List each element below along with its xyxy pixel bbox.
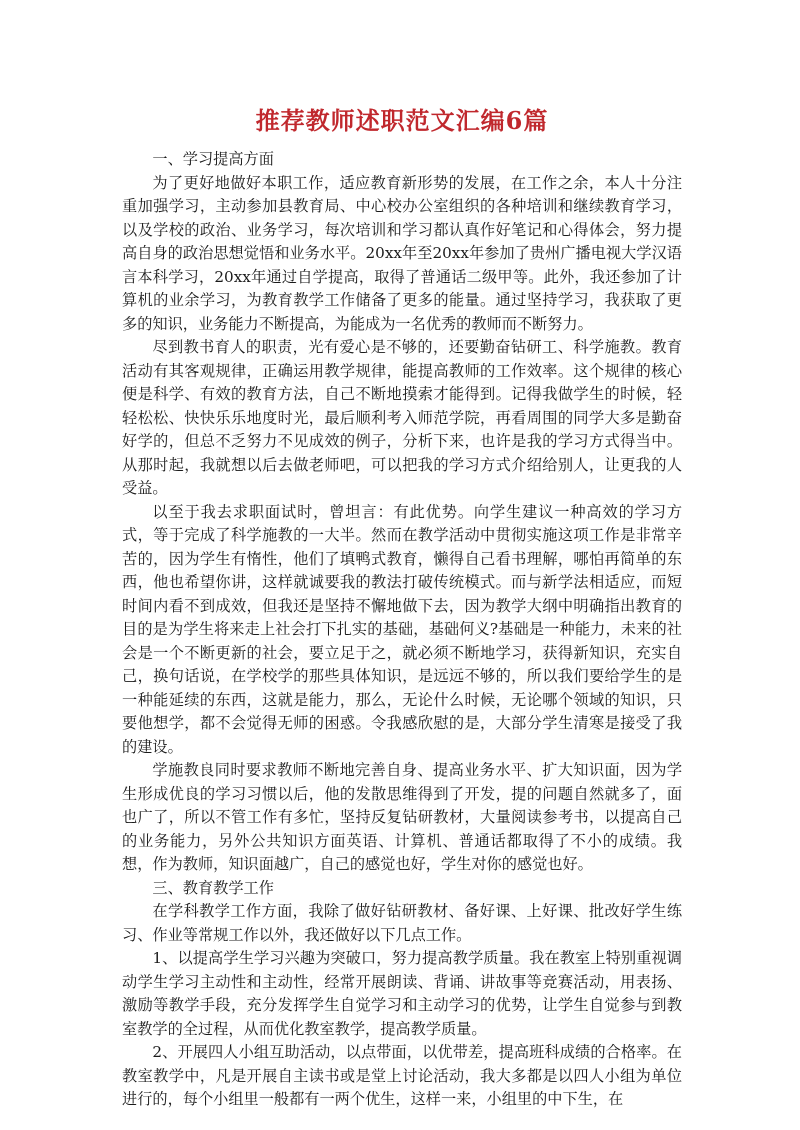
body-paragraph: 2、开展四人小组互助活动，以点带面，以优带差，提高班科成绩的合格率。在教室教学中，凡是开展自主读书或是堂上讨论活动，我大多都是以四人小组为单位进行的，每个小组里一般都有一两个优生，这样一来，小组里的中下生，在 [122, 1043, 682, 1108]
body-paragraph: 尽到教书育人的职责，光有爱心是不够的，还要勤奋钻研工、科学施教。教育活动有其客观规律，正确运用教学规律，能提高教师的工作效率。这个规律的核心便是科学、有效的教育方法，自己不断地摸索才能得到。记得我做学生的时候，轻轻松松、快快乐乐地度时光，最后顺利考入师范学院，再看周围的同学大多是勤奋好学的，但总不乏努力不见成效的例子，分析下来，也许是我的学习方式得当中。从那时起，我就想以后去做老师吧，可以把我的学习方式介绍给别人，让更我的人受益。 [122, 338, 682, 497]
section-heading-teaching: 三、教育教学工作 [152, 878, 274, 897]
section-heading-study: 一、学习提高方面 [152, 150, 274, 168]
document-title: 推荐教师述职范文汇编6篇 [255, 106, 549, 135]
document-page [122, 104, 682, 1112]
body-paragraph: 1、以提高学生学习兴趣为突破口，努力提高教学质量。我在教室上特别重视调动学生学习主动性和主动性，经常开展朗读、背诵、讲故事等竞赛活动，用表扬、激励等教学手段，充分发挥学生自觉学习和主动学习的优势，让学生自觉参与到教室教学的全过程，从而优化教室教学，提高教学质量。 [122, 949, 682, 1038]
body-paragraph: 为了更好地做好本职工作，适应教育新形势的发展，在工作之余，本人十分注重加强学习，主动参加县教育局、中心校办公室组织的各种培训和继续教育学习，以及学校的政治、业务学习，每次培训和学习都认真作好笔记和心得体会，努力提高自身的政治思想觉悟和业务水平。20xx年至20xx年参加了贵州广播电视大学汉语言本科学习，20xx年通过自学提高，取得了普通话二级甲等。此外，我还参加了计算机的业余学习，为教育教学工作储备了更多的能量。通过坚持学习，我获取了更多的知识，业务能力不断提高，为能成为一名优秀的教师而不断努力。 [122, 173, 682, 333]
body-paragraph: 在学科教学工作方面，我除了做好钻研教材、备好课、上好课、批改好学生练习、作业等常规工作以外，我还做好以下几点工作。 [122, 902, 682, 944]
body-paragraph: 以至于我去求职面试时，曾坦言：有此优势。向学生建议一种高效的学习方式，等于完成了科学施教的一大半。然而在教学活动中贯彻实施这项工作是非常辛苦的，因为学生有惰性，他们了填鸭式教育，懒得自己看书理解，哪怕再简单的东西，他也希望你讲，这样就诚要我的教法打破传统模式。而与新学法相适应，而短时间内看不到成效，但我还是坚持不懈地做下去，因为教学大纲中明确指出教育的目的是为学生将来走上社会打下扎实的基础，基础何义?基础是一种能力，未来的社会是一个不断更新的社会，要立足于之，就必须不断地学习，获得新知识，充实自己，换句话说，在学校学的那些具体知识，是远远不够的，所以我们要给学生的是一种能延续的东西，这就是能力，那么，无论什么时候，无论哪个领域的知识，只要他想学，都不会觉得无师的困惑。令我感欣慰的是，大部分学生清寒是接受了我的建设。 [122, 502, 682, 756]
body-paragraph: 学施教良同时要求教师不断地完善自身、提高业务水平、扩大知识面，因为学生形成优良的学习习惯以后，他的发散思维得到了开发，提的问题自然就多了，面也广了，所以不管工作有多忙，坚持反复钻研教材，大量阅读参考书，以提高自己的业务能力，另外公共知识方面英语、计算机、普通话都取得了不小的成绩。我想，作为教师，知识面越广，自己的感觉也好，学生对你的感觉也好。 [122, 761, 682, 873]
